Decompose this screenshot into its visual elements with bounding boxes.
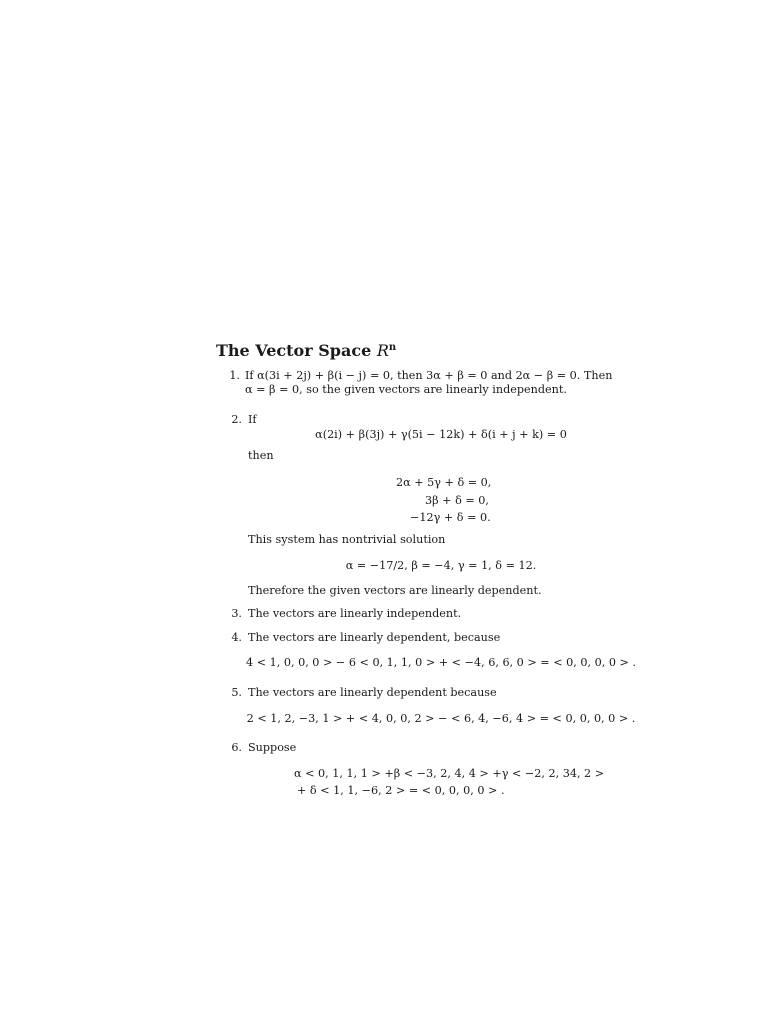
system-equation-2: 3β + δ = 0, <box>425 493 489 507</box>
item-2-main-equation: α(2i) + β(3j) + γ(5i − 12k) + δ(i + j + k) = 0 <box>315 428 567 441</box>
item-6-text: Suppose <box>248 741 297 754</box>
item-5-number: 5. <box>231 686 242 699</box>
item-2-equation-system <box>380 474 490 527</box>
item-1-number: 1. <box>229 369 240 382</box>
item-2-intro: If <box>248 413 257 426</box>
item-2-number: 2. <box>231 413 242 426</box>
item-2-conclusion: Therefore the given vectors are linearly dependent. <box>248 584 542 597</box>
item-2-then: then <box>248 449 274 462</box>
item-2-solution: α = −17/2, β = −4, γ = 1, δ = 12. <box>345 559 537 572</box>
system-equation-1: 2α + 5γ + δ = 0, <box>396 476 492 489</box>
item-6-equation-line-1: α < 0, 1, 1, 1 > +β < −3, 2, 4, 4 > +γ < −2, 2, 34, 2 > <box>294 767 605 780</box>
item-5-equation: 2 < 1, 2, −3, 1 > + < 4, 0, 0, 2 > − < 6, 4, −6, 4 > = < 0, 0, 0, 0 > . <box>246 712 636 725</box>
item-1-line-2: α = β = 0, so the given vectors are linearly independent. <box>245 383 567 396</box>
system-equation-3: −12γ + δ = 0. <box>410 511 491 524</box>
item-6-number: 6. <box>231 741 242 754</box>
title-superscript: n <box>388 342 397 353</box>
title-variable: R <box>376 341 389 360</box>
title-text: The Vector Space <box>216 341 377 360</box>
item-4-equation: 4 < 1, 0, 0, 0 > − 6 < 0, 1, 1, 0 > + < −4, 6, 6, 0 > = < 0, 0, 0, 0 > . <box>246 656 636 669</box>
item-6-equation-line-2: + δ < 1, 1, −6, 2 > = < 0, 0, 0, 0 > . <box>297 784 505 797</box>
item-1-line-1: If α(3i + 2j) + β(i − j) = 0, then 3α + β = 0 and 2α − β = 0. Then <box>245 369 613 382</box>
item-5-text: The vectors are linearly dependent because <box>248 686 497 699</box>
item-3-number: 3. <box>231 607 242 620</box>
item-3-text: The vectors are linearly independent. <box>248 607 462 620</box>
item-4-text: The vectors are linearly dependent, because <box>248 631 501 644</box>
item-2-nontrivial-text: This system has nontrivial solution <box>248 533 446 546</box>
section-title <box>216 341 396 360</box>
item-4-number: 4. <box>231 631 242 644</box>
